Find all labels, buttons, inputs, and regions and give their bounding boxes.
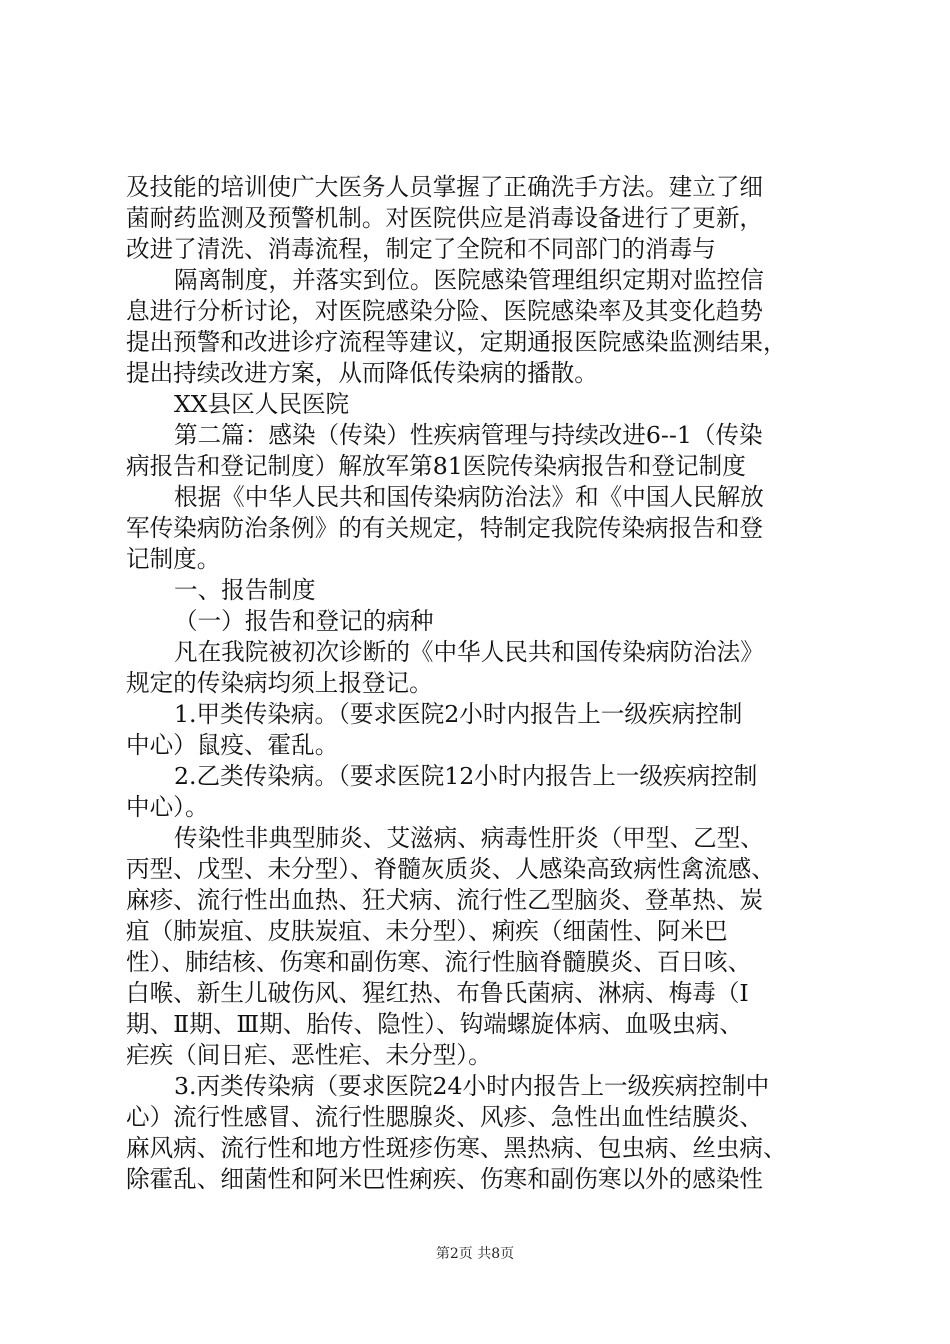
text-line: 息进行分析讨论，对医院感染分险、医院感染率及其变化趋势 — [126, 297, 764, 325]
text-line: 疟疾（间日疟、恶性疟、未分型）。 — [126, 1041, 492, 1069]
text-line: 军传染病防治条例》的有关规定，特制定我院传染病报告和登 — [126, 514, 764, 542]
text-line: 除霍乱、细菌性和阿米巴性痢疾、伤寒和副伤寒以外的感染性 — [126, 1165, 764, 1193]
text-line: （一）报告和登记的病种 — [174, 607, 434, 635]
text-line: 隔离制度，并落实到位。医院感染管理组织定期对监控信 — [174, 266, 764, 294]
text-line: 麻风病、流行性和地方性斑疹伤寒、黑热病、包虫病、丝虫病、 — [126, 1134, 787, 1162]
text-line: 丙型、戊型、未分型）、脊髓灰质炎、人感染高致病性禽流感、 — [126, 855, 775, 883]
text-line: 1.甲类传染病。（要求医院2小时内报告上一级疾病控制 — [174, 700, 743, 728]
text-line: 性）、肺结核、伤寒和副伤寒、流行性脑脊髓膜炎、百日咳、 — [126, 948, 752, 976]
text-line: 提出预警和改进诊疗流程等建议，定期通报医院感染监测结果， — [126, 328, 787, 356]
text-line: 2.乙类传染病。（要求医院12小时内报告上一级疾病控制 — [174, 762, 758, 790]
text-line: 麻疹、流行性出血热、狂犬病、流行性乙型脑炎、登革热、炭 — [126, 886, 764, 914]
text-line: 白喉、新生儿破伤风、猩红热、布鲁氏菌病、淋病、梅毒（Ⅰ — [126, 979, 749, 1007]
text-line: 传染性非典型肺炎、艾滋病、病毒性肝炎（甲型、乙型、 — [174, 824, 764, 852]
text-line: 中心）鼠疫、霍乱。 — [126, 731, 339, 759]
text-line: 凡在我院被初次诊断的《中华人民共和国传染病防治法》 — [174, 638, 764, 666]
text-line: XX县区人民医院 — [174, 390, 350, 418]
text-line: 疽（肺炭疽、皮肤炭疽、未分型）、痢疾（细菌性、阿米巴 — [126, 917, 728, 945]
text-line: 期、Ⅱ期、Ⅲ期、胎传、隐性）、钩端螺旋体病、血吸虫病、 — [126, 1010, 743, 1038]
text-line: 规定的传染病均须上报登记。 — [126, 669, 433, 697]
document-body — [126, 172, 836, 1195]
text-line: 记制度。 — [126, 545, 221, 573]
page-footer: 第2页 共8页 — [435, 1246, 515, 1262]
text-line: 3.丙类传染病（要求医院24小时内报告上一级疾病控制中 — [174, 1072, 770, 1100]
text-line: 根据《中华人民共和国传染病防治法》和《中国人民解放 — [174, 483, 764, 511]
text-line: 提出持续改进方案，从而降低传染病的播散。 — [126, 359, 598, 387]
text-line: 菌耐药监测及预警机制。对医院供应是消毒设备进行了更新， — [126, 204, 764, 232]
text-line: 一、报告制度 — [174, 576, 316, 604]
text-line: 心）流行性感冒、流行性腮腺炎、风疹、急性出血性结膜炎、 — [126, 1103, 764, 1131]
text-line: 病报告和登记制度）解放军第81医院传染病报告和登记制度 — [126, 452, 746, 480]
text-line: 及技能的培训使广大医务人员掌握了正确洗手方法。建立了细 — [126, 173, 764, 201]
text-line: 改进了清洗、消毒流程，制定了全院和不同部门的消毒与 — [126, 235, 716, 263]
text-line: 第二篇：感染（传染）性疾病管理与持续改进6--1（传染 — [174, 421, 763, 449]
text-line: 中心）。 — [126, 793, 209, 821]
